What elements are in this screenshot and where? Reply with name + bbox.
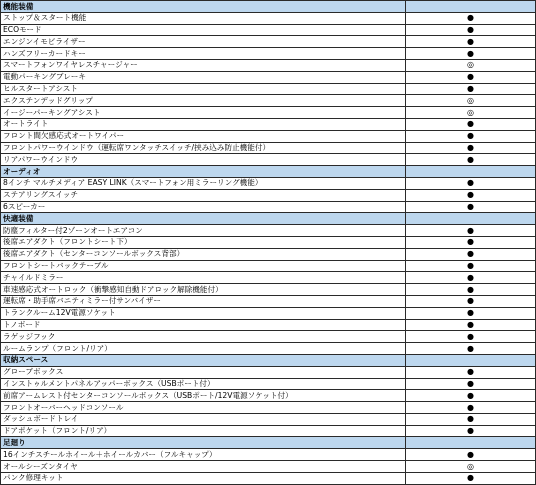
standard-mark-icon: ●	[406, 449, 536, 461]
equipment-label: 前席アームレスト付センターコンソールボックス（USBポート/12V電源ソケット付）	[1, 390, 406, 402]
standard-mark-icon: ●	[406, 331, 536, 343]
standard-mark-icon: ●	[406, 36, 536, 48]
standard-mark-icon: ●	[406, 472, 536, 484]
standard-mark-icon: ●	[406, 83, 536, 95]
section-header-blank	[406, 354, 536, 366]
equipment-label: 8インチ マルチメディア EASY LINK（スマートフォン用ミラーリング機能）	[1, 177, 406, 189]
standard-mark-icon: ●	[406, 48, 536, 60]
table-row	[1, 284, 536, 296]
section-header-blank	[406, 213, 536, 225]
equipment-label: 16インチスチールホイール＋ホイールカバー（フルキャップ）	[1, 449, 406, 461]
equipment-label: ラゲッジフック	[1, 331, 406, 343]
equipment-label: 後席エアダクト（センターコンソールボックス背部）	[1, 248, 406, 260]
table-row	[1, 177, 536, 189]
standard-mark-icon: ●	[406, 343, 536, 355]
table-row	[1, 236, 536, 248]
option-mark-icon: ◎	[406, 107, 536, 119]
section-header-blank	[406, 166, 536, 178]
equipment-label: フロント間欠感応式オートワイパー	[1, 130, 406, 142]
equipment-label: インストゥルメントパネルアッパーボックス（USBポート付）	[1, 378, 406, 390]
table-row	[1, 24, 536, 36]
equipment-label: フロントオーバーヘッドコンソール	[1, 402, 406, 414]
section-header-row	[1, 166, 536, 178]
section-header-row	[1, 1, 536, 13]
section-header-row	[1, 437, 536, 449]
section-header-row	[1, 213, 536, 225]
table-row	[1, 413, 536, 425]
table-row	[1, 472, 536, 484]
standard-mark-icon: ●	[406, 319, 536, 331]
equipment-label: ハンズフリーカードキー	[1, 48, 406, 60]
equipment-label: フロントパワーウインドウ（運転席ワンタッチスイッチ/挟み込み防止機能付）	[1, 142, 406, 154]
standard-mark-icon: ●	[406, 260, 536, 272]
table-row	[1, 248, 536, 260]
table-row	[1, 272, 536, 284]
equipment-label: ドアポケット（フロント/リア）	[1, 425, 406, 437]
standard-mark-icon: ●	[406, 12, 536, 24]
table-row	[1, 390, 536, 402]
table-row	[1, 295, 536, 307]
section-title: 快適装備	[1, 213, 406, 225]
equipment-label: オートライト	[1, 118, 406, 130]
equipment-label: 6スピーカー	[1, 201, 406, 213]
standard-mark-icon: ●	[406, 272, 536, 284]
standard-mark-icon: ●	[406, 24, 536, 36]
standard-mark-icon: ●	[406, 189, 536, 201]
table-row	[1, 449, 536, 461]
table-row	[1, 343, 536, 355]
table-row	[1, 12, 536, 24]
table-row	[1, 189, 536, 201]
equipment-table-body	[1, 1, 536, 485]
standard-mark-icon: ●	[406, 402, 536, 414]
table-row	[1, 118, 536, 130]
section-header-row	[1, 354, 536, 366]
standard-mark-icon: ●	[406, 201, 536, 213]
equipment-label: チャイルドミラー	[1, 272, 406, 284]
table-row	[1, 83, 536, 95]
table-row	[1, 71, 536, 83]
standard-mark-icon: ●	[406, 71, 536, 83]
equipment-label: ストップ＆スタート機能	[1, 12, 406, 24]
section-title: 足廻り	[1, 437, 406, 449]
equipment-label: リアパワーウインドウ	[1, 154, 406, 166]
equipment-label: 電動パーキングブレーキ	[1, 71, 406, 83]
table-row	[1, 260, 536, 272]
equipment-label: トランクルーム12V電源ソケット	[1, 307, 406, 319]
table-row	[1, 402, 536, 414]
option-mark-icon: ◎	[406, 59, 536, 71]
standard-mark-icon: ●	[406, 366, 536, 378]
standard-mark-icon: ●	[406, 130, 536, 142]
table-row	[1, 461, 536, 473]
section-title: 収納スペース	[1, 354, 406, 366]
table-row	[1, 425, 536, 437]
equipment-label: ステアリングスイッチ	[1, 189, 406, 201]
table-row	[1, 331, 536, 343]
equipment-label: オールシーズンタイヤ	[1, 461, 406, 473]
table-row	[1, 307, 536, 319]
standard-mark-icon: ●	[406, 118, 536, 130]
standard-mark-icon: ●	[406, 154, 536, 166]
table-row	[1, 107, 536, 119]
equipment-label: パンク修理キット	[1, 472, 406, 484]
standard-mark-icon: ●	[406, 378, 536, 390]
section-header-blank	[406, 437, 536, 449]
standard-mark-icon: ●	[406, 142, 536, 154]
table-row	[1, 154, 536, 166]
standard-mark-icon: ●	[406, 295, 536, 307]
equipment-label: トノボード	[1, 319, 406, 331]
standard-mark-icon: ●	[406, 413, 536, 425]
equipment-label: 防塵フィルター付2ゾーンオートエアコン	[1, 225, 406, 237]
equipment-label: エクステンデッドグリップ	[1, 95, 406, 107]
section-title: 機能装備	[1, 1, 406, 13]
standard-mark-icon: ●	[406, 236, 536, 248]
table-row	[1, 201, 536, 213]
equipment-label: ECOモード	[1, 24, 406, 36]
table-row	[1, 48, 536, 60]
table-row	[1, 319, 536, 331]
section-title: オーディオ	[1, 166, 406, 178]
standard-mark-icon: ●	[406, 284, 536, 296]
equipment-label: 後席エアダクト（フロントシート下）	[1, 236, 406, 248]
standard-mark-icon: ●	[406, 225, 536, 237]
equipment-label: スマートフォンワイヤレスチャージャー	[1, 59, 406, 71]
equipment-label: フロントシートバックテーブル	[1, 260, 406, 272]
option-mark-icon: ◎	[406, 95, 536, 107]
table-row	[1, 142, 536, 154]
option-mark-icon: ◎	[406, 461, 536, 473]
table-row	[1, 225, 536, 237]
table-row	[1, 59, 536, 71]
standard-mark-icon: ●	[406, 307, 536, 319]
table-row	[1, 95, 536, 107]
standard-mark-icon: ●	[406, 248, 536, 260]
equipment-label: ダッシュボードトレイ	[1, 413, 406, 425]
standard-mark-icon: ●	[406, 425, 536, 437]
equipment-label: エンジンイモビライザー	[1, 36, 406, 48]
equipment-label: ヒルスタートアシスト	[1, 83, 406, 95]
table-row	[1, 36, 536, 48]
standard-mark-icon: ●	[406, 390, 536, 402]
section-header-blank	[406, 1, 536, 13]
table-row	[1, 366, 536, 378]
equipment-label: イージーパーキングアシスト	[1, 107, 406, 119]
table-row	[1, 378, 536, 390]
table-row	[1, 130, 536, 142]
equipment-label: 車速感応式オートロック（衝撃感知自動ドアロック解除機能付）	[1, 284, 406, 296]
equipment-label: 運転席・助手席バニティミラー付サンバイザー	[1, 295, 406, 307]
equipment-label: グローブボックス	[1, 366, 406, 378]
equipment-label: ルームランプ（フロント/リア）	[1, 343, 406, 355]
standard-mark-icon: ●	[406, 177, 536, 189]
